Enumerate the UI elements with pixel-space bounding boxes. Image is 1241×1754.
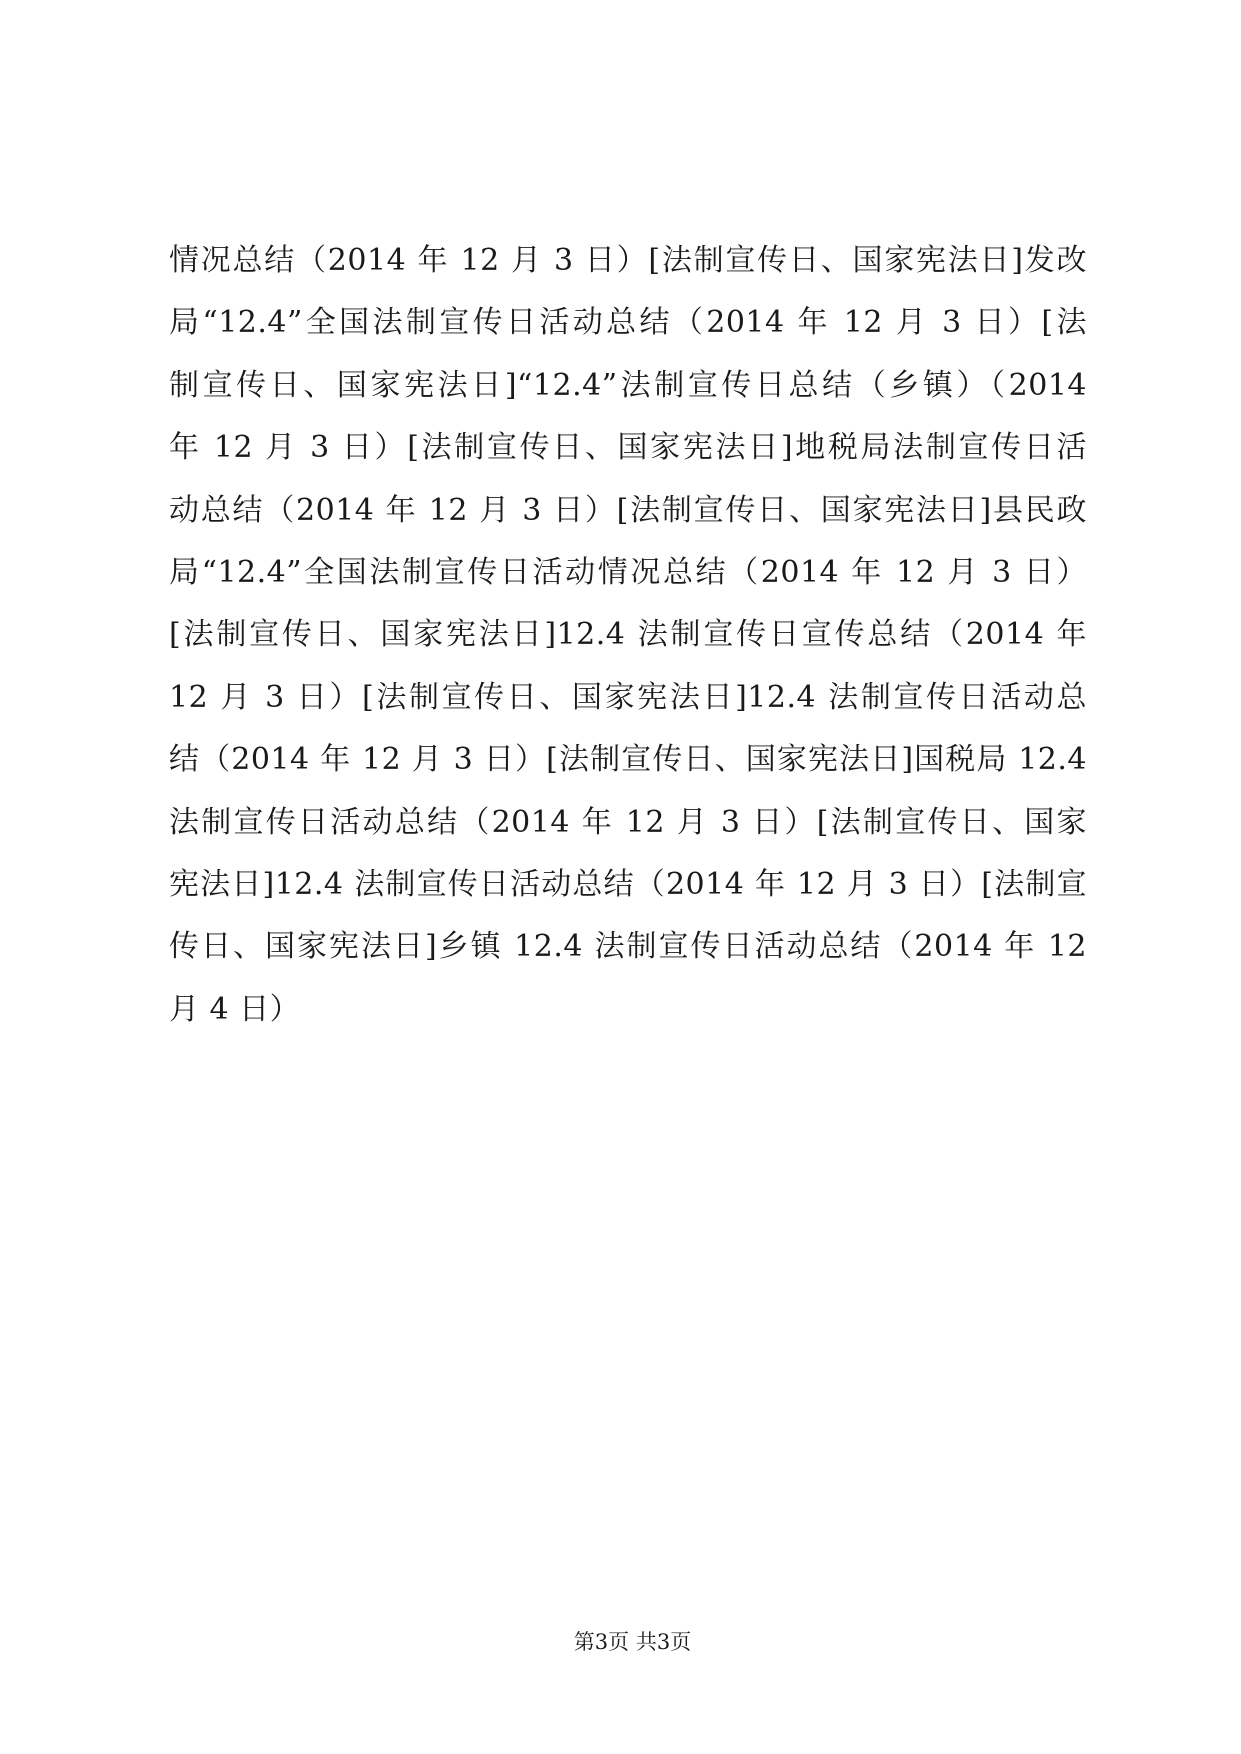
text-line: 局“12.4”全国法制宣传日活动情况总结（2014 年 12 月 3 日） <box>169 554 1087 590</box>
text-line: 宪法日]12.4 法制宣传日活动总结（2014 年 12 月 3 日）[法制宣 <box>169 866 1087 902</box>
text-line: 动总结（2014 年 12 月 3 日）[法制宣传日、国家宪法日]县民政 <box>169 492 1087 528</box>
text-line: 法制宣传日活动总结（2014 年 12 月 3 日）[法制宣传日、国家 <box>169 804 1087 840</box>
text-line: [法制宣传日、国家宪法日]12.4 法制宣传日宣传总结（2014 年 <box>169 617 1087 653</box>
text-line: 年 12 月 3 日）[法制宣传日、国家宪法日]地税局法制宣传日活 <box>169 430 1087 466</box>
text-line: 月 4 日） <box>169 991 301 1027</box>
text-line: 情况总结（2014 年 12 月 3 日）[法制宣传日、国家宪法日]发改 <box>169 243 1087 278</box>
text-line: 12 月 3 日）[法制宣传日、国家宪法日]12.4 法制宣传日活动总 <box>169 679 1087 715</box>
body-paragraph <box>169 230 1087 1041</box>
text-line: 局“12.4”全国法制宣传日活动总结（2014 年 12 月 3 日）[法 <box>169 305 1087 341</box>
page-footer: 第3页 共3页 <box>573 1630 692 1654</box>
text-line: 结（2014 年 12 月 3 日）[法制宣传日、国家宪法日]国税局 12.4 <box>169 742 1087 778</box>
text-line: 传日、国家宪法日]乡镇 12.4 法制宣传日活动总结（2014 年 12 <box>169 929 1087 965</box>
text-line: 制宣传日、国家宪法日]“12.4”法制宣传日总结（乡镇）（2014 <box>169 367 1087 403</box>
